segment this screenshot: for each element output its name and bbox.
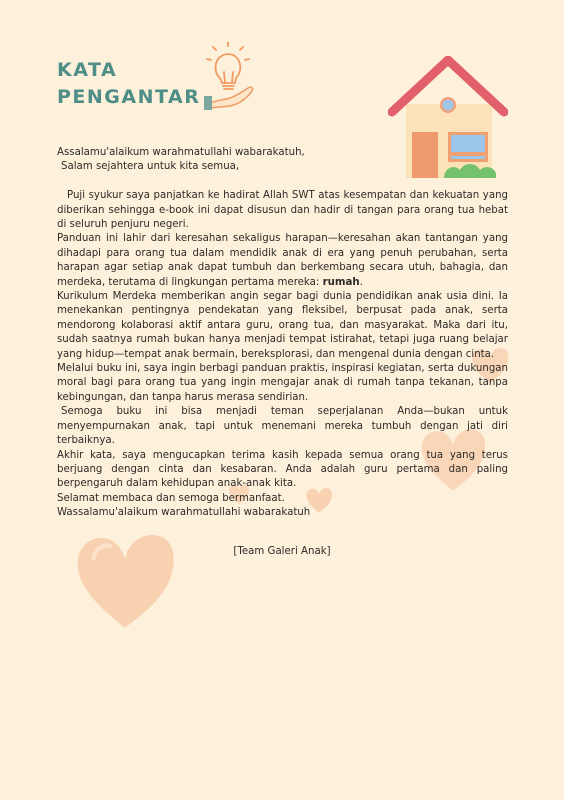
paragraph-2-end: . xyxy=(359,276,363,288)
letter-body xyxy=(57,146,508,521)
lightbulb-hand-icon xyxy=(202,42,258,112)
paragraph-5: Semoga buku ini bisa menjadi teman seperjalanan Anda—bukan untuk menyempurnakan anak, tapi untuk menemani mereka tumbuh dengan jati diri terbaiknya. xyxy=(57,406,508,447)
closing: Wassalamu'alaikum warahmatullahi wabarakatuh xyxy=(57,507,311,519)
greeting: Assalamu'alaikum warahmatullahi wabarakatuh, xyxy=(57,147,305,158)
paragraph-4: Melalui buku ini, saya ingin berbagi panduan praktis, inspirasi kegiatan, serta dukungan moral bagi para orang tua yang ingin mengajar anak di rumah tanpa tekanan, tanpa kebingungan, dan tanpa harus merasa sendirian. xyxy=(57,363,508,403)
page-title-line2: PENGANTAR xyxy=(57,86,201,108)
heart-icon xyxy=(72,520,178,640)
paragraph-1: Puji syukur saya panjatkan ke hadirat Allah SWT atas kesempatan dan kekuatan yang diberikan sehingga e-book ini dapat disusun dan hadir di tangan para orang tua hebat di seluruh penjuru negeri. xyxy=(57,190,508,231)
page-title-line1: KATA xyxy=(57,59,118,81)
paragraph-2 xyxy=(57,232,508,290)
page-title xyxy=(57,57,200,111)
paragraph-6: Akhir kata, saya mengucapkan terima kasih kepada semua orang tua yang terus berjuang dengan cinta dan kesabaran. Anda adalah guru pertama dan paling berpengaruh dalam kehidupan anak-anak kita. xyxy=(57,449,508,490)
signature: [Team Galeri Anak] xyxy=(233,546,331,557)
paragraph-3: Kurikulum Merdeka memberikan angin segar bagi dunia pendidikan anak usia dini. Ia menekankan pentingnya pendekatan yang fleksibel, berpusat pada anak, serta mendorong kolaborasi aktif antara guru, orang tua, dan masyarakat. Maka dari itu, sudah saatnya rumah bukan hanya menjadi tempat istirahat, tetapi juga ruang belajar yang hidup—tempat anak bermain, bereksplorasi, dan mengenal dunia dengan cinta. xyxy=(57,291,508,360)
paragraph-7: Selamat membaca dan semoga bermanfaat. xyxy=(57,492,285,504)
paragraph-2-emphasis: rumah xyxy=(322,276,360,288)
greeting-secondary: Salam sejahtera untuk kita semua, xyxy=(61,161,240,173)
paragraph-2-text: Panduan ini lahir dari keresahan sekaligus harapan—keresahan akan tantangan yang dihadapi para orang tua dalam mendidik anak di era yang penuh perubahan, serta harapan agar setiap anak dapat tumbuh dan berkembang secara utuh, bahagia, dan merdeka, terutama di lingkungan pertama mereka: xyxy=(57,233,508,288)
